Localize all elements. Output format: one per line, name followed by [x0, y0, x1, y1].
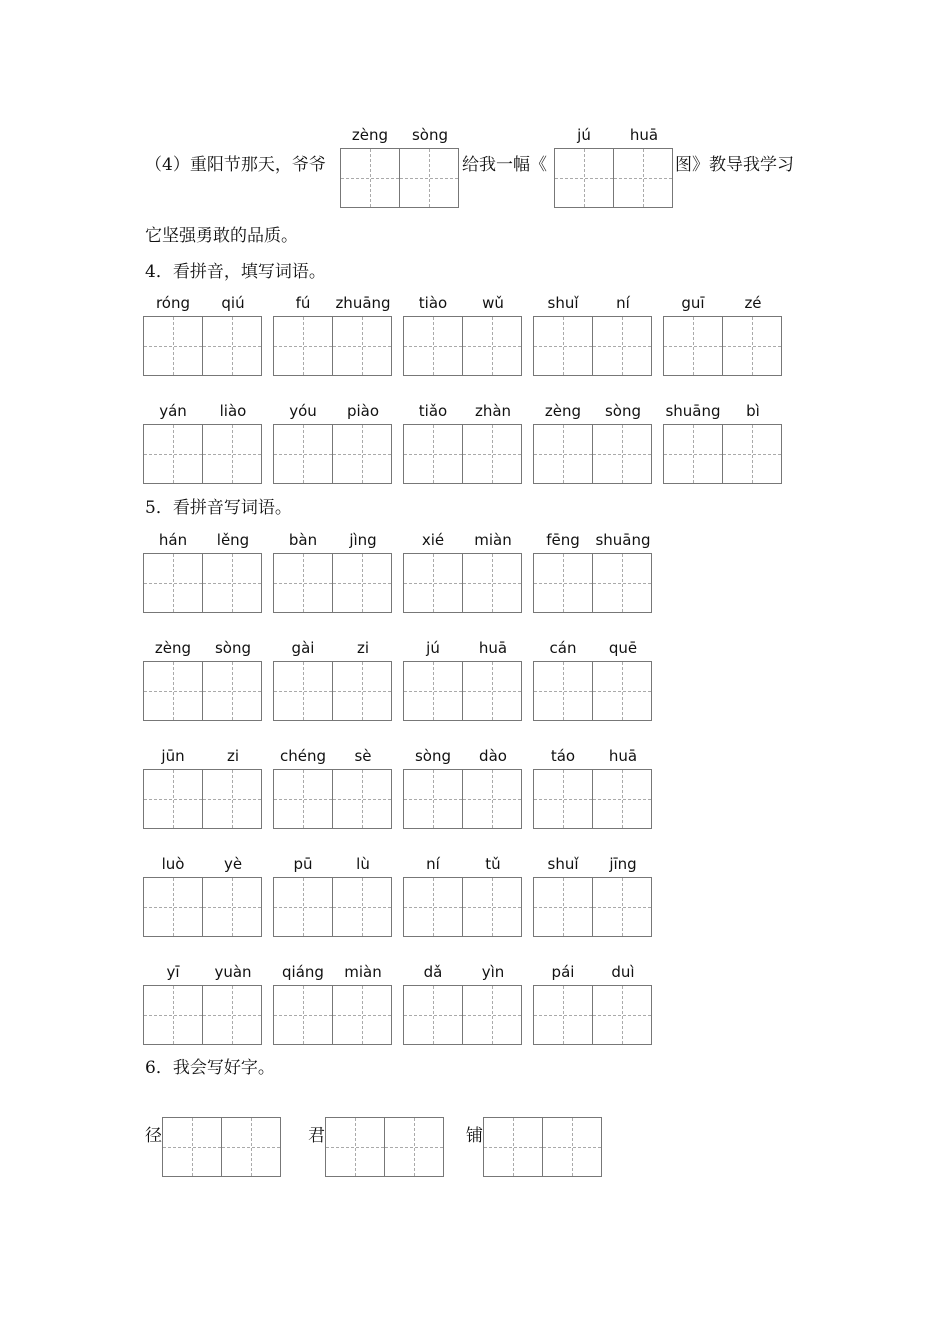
writing-cell[interactable] [273, 769, 333, 829]
pinyin-word [273, 963, 393, 1045]
pinyin: zhuāng [335, 294, 391, 312]
writing-cell[interactable] [403, 553, 463, 613]
writing-grid[interactable] [403, 553, 522, 613]
writing-cell[interactable] [203, 877, 262, 937]
pinyin: tiào [418, 294, 448, 312]
writing-grid[interactable] [143, 316, 262, 376]
writing-cell[interactable] [143, 316, 203, 376]
writing-grid[interactable] [663, 316, 782, 376]
pinyin: zèng [544, 402, 582, 420]
pinyin: zé [744, 294, 762, 312]
pinyin: quē [608, 639, 638, 657]
writing-cell[interactable] [333, 985, 392, 1045]
pinyin: ní [426, 855, 440, 873]
writing-cell[interactable] [533, 769, 593, 829]
writing-grid[interactable] [403, 316, 522, 376]
section4-title: 4．看拼音，填写词语。 [145, 262, 326, 282]
writing-cell[interactable] [203, 769, 262, 829]
pinyin: dǎ [423, 963, 443, 981]
writing-cell[interactable] [533, 661, 593, 721]
writing-cell[interactable] [463, 316, 522, 376]
writing-cell[interactable] [593, 985, 652, 1045]
pinyin: duì [611, 963, 635, 981]
writing-cell[interactable] [143, 661, 203, 721]
writing-cell[interactable] [222, 1117, 281, 1177]
pinyin: sòng [604, 402, 642, 420]
writing-grid[interactable] [403, 661, 522, 721]
section6-title: 6．我会写好字。 [145, 1058, 275, 1078]
writing-cell[interactable] [333, 553, 392, 613]
writing-cell[interactable] [273, 661, 333, 721]
pinyin-word [143, 639, 263, 721]
pinyin-word [403, 639, 523, 721]
writing-cell[interactable] [273, 553, 333, 613]
writing-cell[interactable] [403, 661, 463, 721]
writing-cell[interactable] [325, 1117, 385, 1177]
section5-title: 5．看拼音写词语。 [145, 498, 292, 518]
writing-cell[interactable] [593, 316, 652, 376]
writing-cell[interactable] [663, 424, 723, 484]
pinyin: dào [479, 747, 507, 765]
pinyin-word [533, 639, 653, 721]
pinyin-word [663, 402, 783, 484]
pinyin: zi [356, 639, 370, 657]
writing-cell[interactable] [333, 316, 392, 376]
pinyin-word [403, 963, 523, 1045]
writing-grid[interactable] [403, 985, 522, 1045]
pinyin-word [143, 855, 263, 937]
writing-grid[interactable] [143, 985, 262, 1045]
practice-char: 径 [145, 1126, 162, 1146]
pinyin: pái [551, 963, 575, 981]
pinyin-word [273, 747, 393, 829]
pinyin: shuāng [665, 402, 721, 420]
writing-grid[interactable] [273, 553, 392, 613]
writing-cell[interactable] [400, 148, 459, 208]
writing-cell[interactable] [593, 877, 652, 937]
writing-grid[interactable] [273, 985, 392, 1045]
pinyin-word [273, 294, 393, 376]
pinyin: zèng [154, 639, 192, 657]
writing-cell[interactable] [403, 316, 463, 376]
pinyin: yuàn [214, 963, 252, 981]
q4-line2: 它坚强勇敢的品质。 [145, 226, 298, 246]
q4-suffix: 图》教导我学习 [675, 155, 794, 175]
writing-grid[interactable] [273, 316, 392, 376]
writing-cell[interactable] [533, 985, 593, 1045]
q4-blank-2 [554, 126, 674, 208]
pinyin-word [143, 747, 263, 829]
writing-grid[interactable] [533, 985, 652, 1045]
writing-cell[interactable] [593, 661, 652, 721]
writing-cell[interactable] [533, 877, 593, 937]
pinyin: sòng [414, 747, 452, 765]
pinyin: sòng [214, 639, 252, 657]
writing-cell[interactable] [463, 553, 522, 613]
pinyin: yìn [481, 963, 505, 981]
pinyin: cán [549, 639, 577, 657]
pinyin-word [273, 402, 393, 484]
writing-cell[interactable] [463, 877, 522, 937]
pinyin: chéng [279, 747, 326, 765]
pinyin: yī [166, 963, 180, 981]
writing-grid[interactable] [533, 553, 652, 613]
pinyin-word [143, 963, 263, 1045]
pinyin: jūn [161, 747, 185, 765]
writing-grid[interactable] [273, 877, 392, 937]
writing-cell[interactable] [143, 769, 203, 829]
writing-cell[interactable] [143, 553, 203, 613]
writing-cell[interactable] [533, 316, 593, 376]
pinyin: fēng [546, 531, 580, 549]
writing-cell[interactable] [333, 661, 392, 721]
writing-grid[interactable] [533, 877, 652, 937]
writing-grid[interactable] [273, 769, 392, 829]
pinyin-word [143, 294, 263, 376]
writing-grid[interactable] [663, 424, 782, 484]
writing-cell[interactable] [333, 877, 392, 937]
writing-cell[interactable] [203, 424, 262, 484]
pinyin: bàn [288, 531, 318, 549]
writing-cell[interactable] [273, 985, 333, 1045]
writing-grid[interactable] [273, 661, 392, 721]
writing-grid[interactable] [143, 424, 262, 484]
pinyin: táo [550, 747, 576, 765]
writing-cell[interactable] [533, 553, 593, 613]
writing-cell[interactable] [203, 316, 262, 376]
writing-grid[interactable] [533, 661, 652, 721]
writing-cell[interactable] [340, 148, 400, 208]
pinyin-word [663, 294, 783, 376]
pinyin: jìng [349, 531, 377, 549]
pinyin: shuǐ [547, 855, 579, 873]
pinyin: luò [161, 855, 185, 873]
writing-cell[interactable] [403, 985, 463, 1045]
writing-cell[interactable] [403, 769, 463, 829]
pinyin-word [403, 855, 523, 937]
writing-cell[interactable] [533, 424, 593, 484]
practice-char: 君 [308, 1126, 325, 1146]
pinyin: yóu [289, 402, 317, 420]
writing-cell[interactable] [593, 769, 652, 829]
practice-grid[interactable] [325, 1117, 444, 1177]
writing-cell[interactable] [614, 148, 673, 208]
q4-blank-1 [340, 126, 460, 208]
pinyin-word [533, 402, 653, 484]
writing-cell[interactable] [483, 1117, 543, 1177]
pinyin-word [533, 294, 653, 376]
writing-grid[interactable] [143, 553, 262, 613]
pinyin: jú [426, 639, 440, 657]
pinyin: yán [159, 402, 187, 420]
pinyin: yè [223, 855, 243, 873]
pinyin: pū [293, 855, 313, 873]
pinyin: jīng [609, 855, 637, 873]
writing-cell[interactable] [463, 985, 522, 1045]
pinyin: jú [577, 126, 591, 144]
pinyin: sòng [411, 126, 449, 144]
q4-middle: 给我一幅《 [462, 155, 547, 175]
writing-cell[interactable] [593, 424, 652, 484]
pinyin-word [403, 747, 523, 829]
writing-grid[interactable] [554, 148, 673, 208]
writing-grid[interactable] [403, 769, 522, 829]
pinyin: piào [346, 402, 380, 420]
writing-cell[interactable] [723, 316, 782, 376]
writing-cell[interactable] [385, 1117, 444, 1177]
pinyin: lěng [216, 531, 250, 549]
pinyin: huā [608, 747, 638, 765]
pinyin: miàn [474, 531, 512, 549]
pinyin: liào [219, 402, 247, 420]
pinyin: tǔ [485, 855, 501, 873]
writing-grid[interactable] [143, 769, 262, 829]
writing-cell[interactable] [543, 1117, 602, 1177]
writing-grid[interactable] [403, 877, 522, 937]
writing-cell[interactable] [463, 661, 522, 721]
writing-cell[interactable] [463, 424, 522, 484]
pinyin: qiáng [282, 963, 324, 981]
writing-grid[interactable] [143, 877, 262, 937]
pinyin: gài [291, 639, 315, 657]
writing-cell[interactable] [143, 424, 203, 484]
pinyin-word [273, 855, 393, 937]
pinyin: wǔ [482, 294, 504, 312]
pinyin: hán [158, 531, 188, 549]
writing-cell[interactable] [203, 985, 262, 1045]
writing-cell[interactable] [333, 424, 392, 484]
writing-grid[interactable] [143, 661, 262, 721]
writing-grid[interactable] [403, 424, 522, 484]
pinyin-word [533, 747, 653, 829]
pinyin-word [533, 855, 653, 937]
pinyin: ní [616, 294, 630, 312]
pinyin: tiǎo [418, 402, 448, 420]
writing-cell[interactable] [403, 877, 463, 937]
pinyin-word [143, 531, 263, 613]
pinyin: fú [295, 294, 311, 312]
writing-cell[interactable] [143, 877, 203, 937]
pinyin: huā [629, 126, 659, 144]
pinyin-word [403, 294, 523, 376]
pinyin: xié [421, 531, 445, 549]
writing-cell[interactable] [333, 769, 392, 829]
pinyin-word [533, 531, 653, 613]
writing-cell[interactable] [463, 769, 522, 829]
writing-cell[interactable] [162, 1117, 222, 1177]
pinyin: shuǐ [547, 294, 579, 312]
writing-grid[interactable] [340, 148, 459, 208]
pinyin-word [533, 963, 653, 1045]
writing-cell[interactable] [203, 661, 262, 721]
practice-grid[interactable] [162, 1117, 281, 1177]
pinyin: miàn [344, 963, 382, 981]
writing-cell[interactable] [273, 877, 333, 937]
practice-char: 铺 [466, 1126, 483, 1146]
pinyin: qiú [221, 294, 245, 312]
pinyin: zèng [351, 126, 389, 144]
writing-grid[interactable] [533, 769, 652, 829]
pinyin-word [273, 531, 393, 613]
writing-cell[interactable] [203, 553, 262, 613]
pinyin: róng [155, 294, 191, 312]
writing-cell[interactable] [273, 316, 333, 376]
writing-cell[interactable] [593, 553, 652, 613]
practice-grid[interactable] [483, 1117, 602, 1177]
writing-grid[interactable] [533, 424, 652, 484]
writing-grid[interactable] [533, 316, 652, 376]
pinyin: lù [356, 855, 370, 873]
writing-grid[interactable] [273, 424, 392, 484]
writing-cell[interactable] [143, 985, 203, 1045]
writing-cell[interactable] [723, 424, 782, 484]
pinyin: guī [681, 294, 705, 312]
q4-prefix: （4）重阳节那天，爷爷 [145, 155, 326, 175]
pinyin: shuāng [595, 531, 651, 549]
pinyin: zi [226, 747, 240, 765]
pinyin: huā [478, 639, 508, 657]
pinyin-word [403, 402, 523, 484]
writing-cell[interactable] [403, 424, 463, 484]
pinyin: sè [354, 747, 372, 765]
pinyin-word [143, 402, 263, 484]
pinyin: zhàn [474, 402, 512, 420]
writing-cell[interactable] [554, 148, 614, 208]
pinyin-word [403, 531, 523, 613]
pinyin-word [273, 639, 393, 721]
writing-cell[interactable] [273, 424, 333, 484]
pinyin: bì [746, 402, 760, 420]
writing-cell[interactable] [663, 316, 723, 376]
